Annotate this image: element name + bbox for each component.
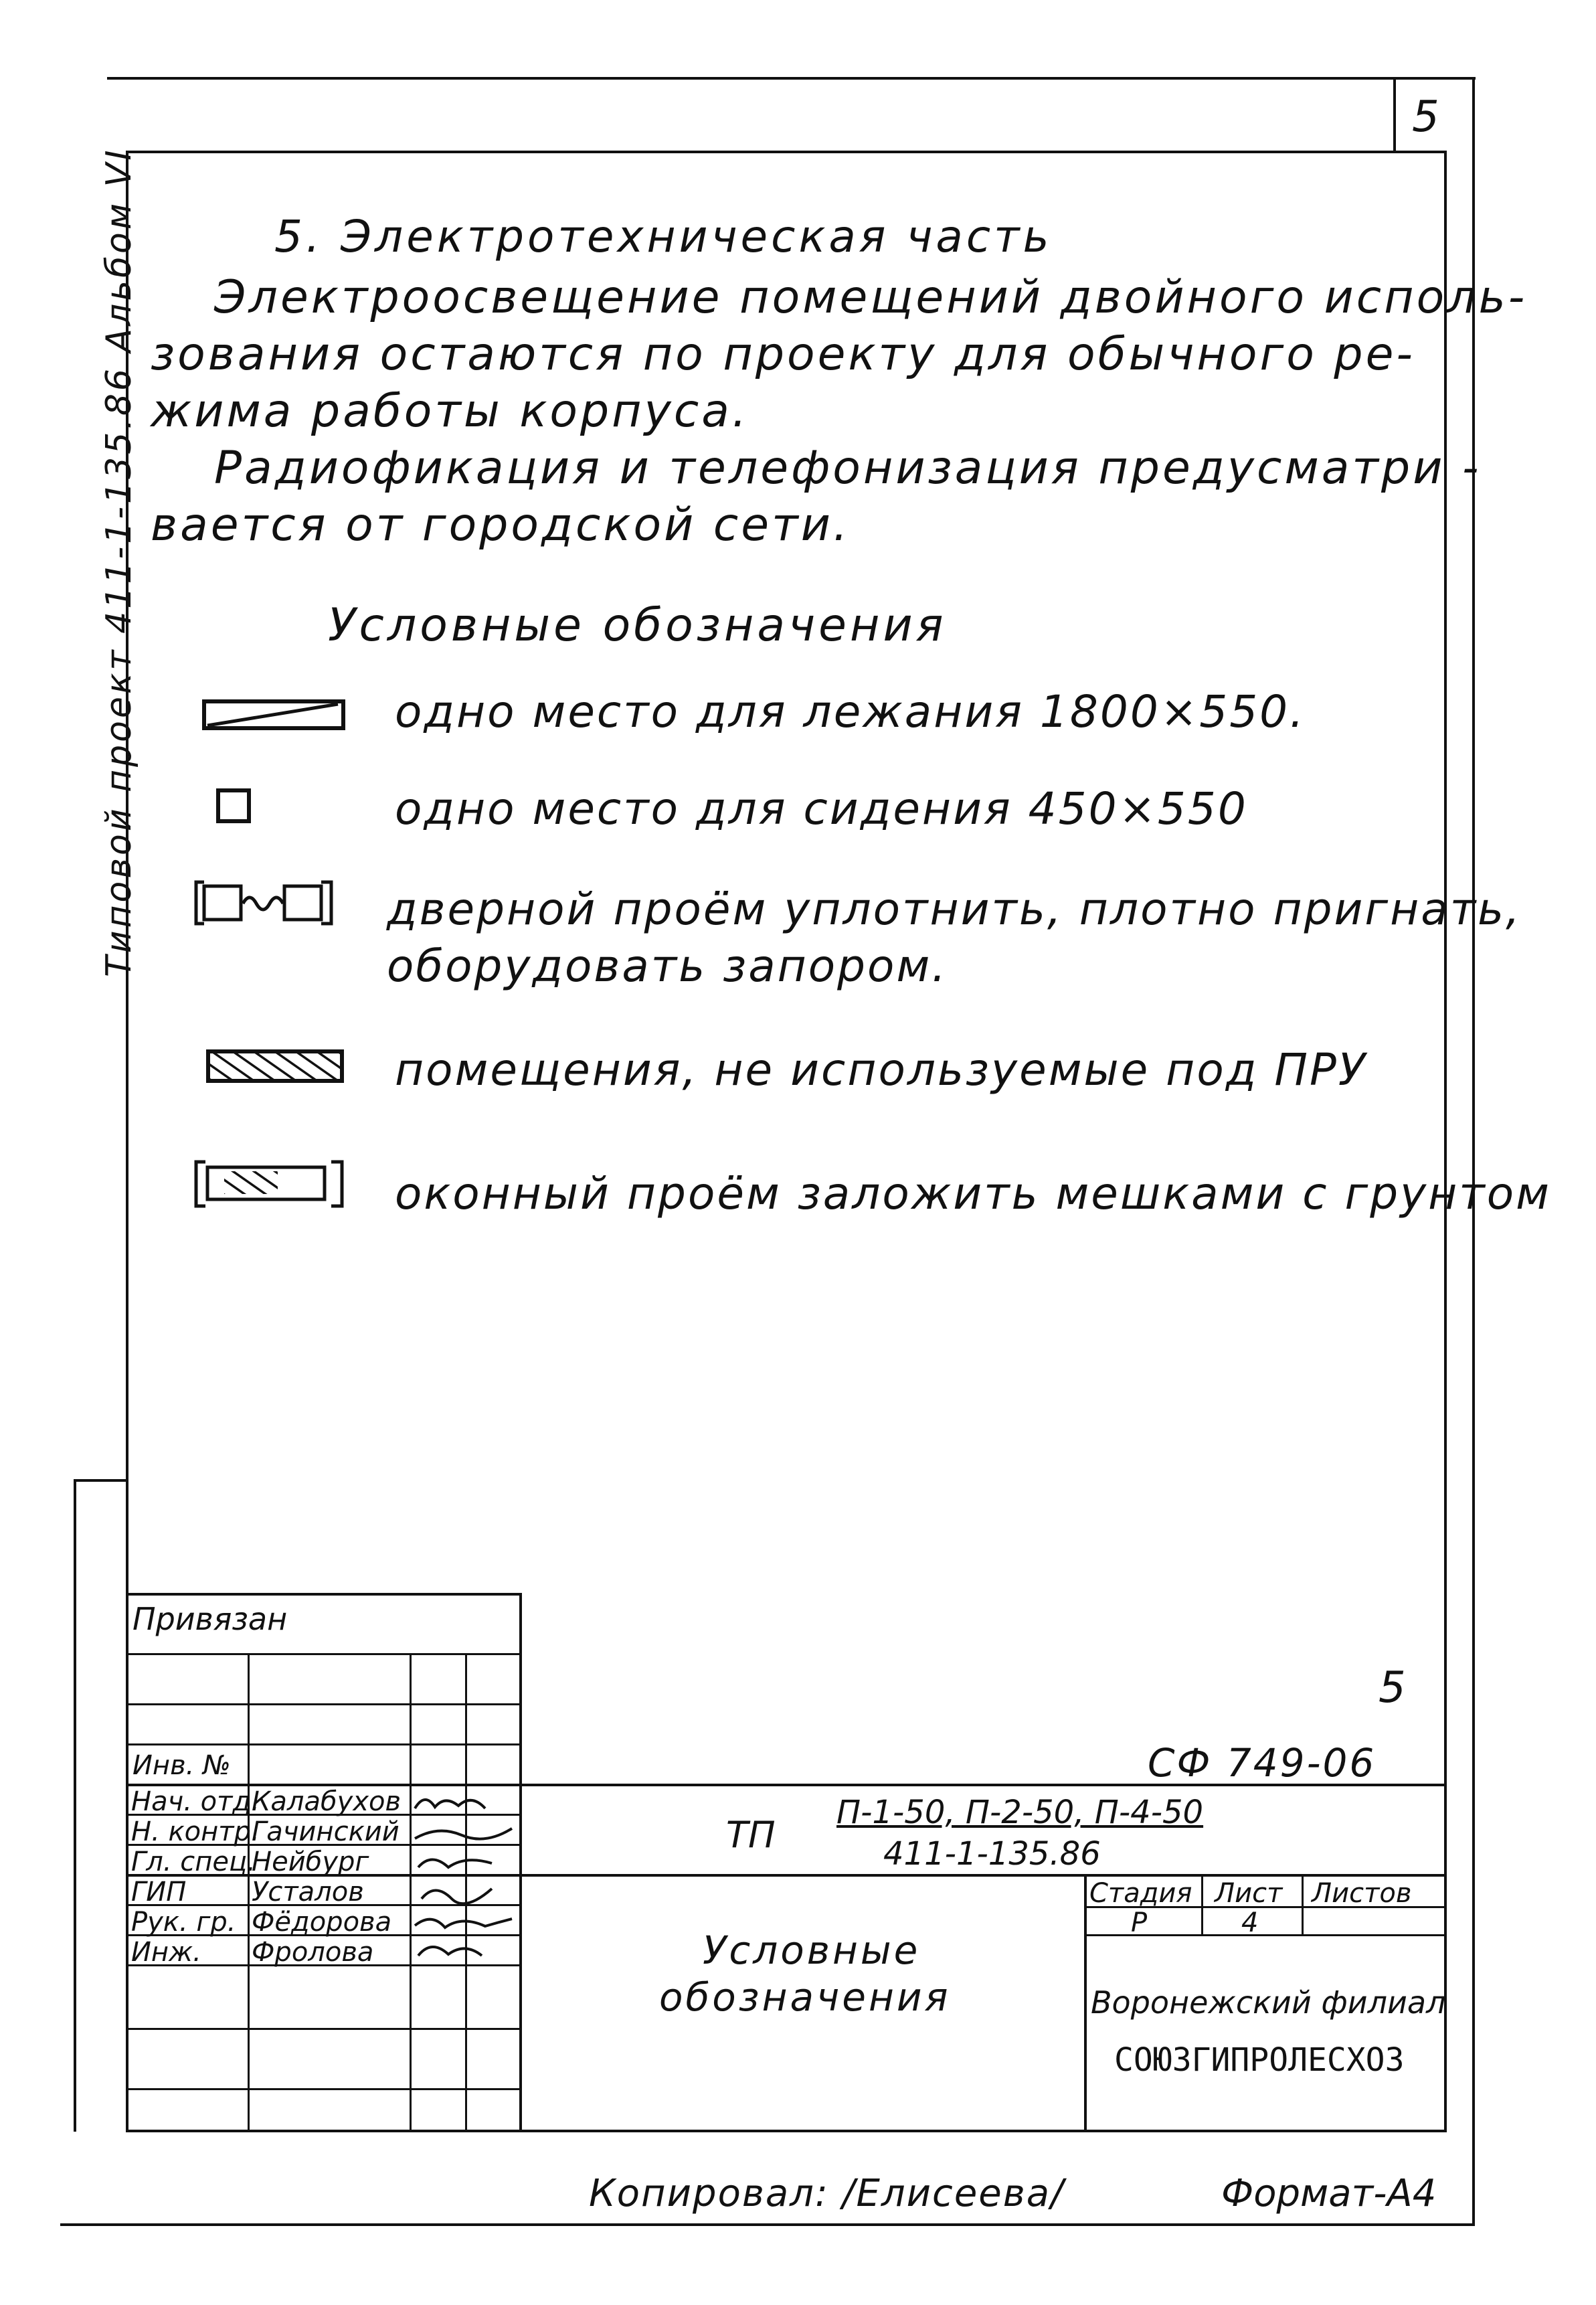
hatched-room-icon: [204, 1047, 351, 1088]
legend-text-window: оконный проём заложить мешками с грунтом: [395, 1168, 1551, 1219]
bed-place-icon: [201, 696, 348, 736]
sig-role-5: Рук. гр.: [131, 1907, 236, 1938]
tb-col-4: [519, 1593, 522, 2132]
tb-stage-label: Стадия: [1089, 1878, 1192, 1909]
sig-role-1: Нач. отд.: [131, 1786, 260, 1817]
pagenum-box-right: [1472, 77, 1475, 2225]
tb-stage-value: Р: [1131, 1907, 1148, 1938]
body-line-5: вается от городской сети.: [151, 499, 851, 551]
tb-row-line-1: [126, 1653, 521, 1655]
tb-sig-line-6: [126, 2028, 521, 2030]
tb-org-line-2: СОЮЗГИПРОЛЕСХОЗ: [1114, 2041, 1405, 2079]
tb-sheet-title-1: Условные: [703, 1928, 921, 1973]
legend-text-door-2: оборудовать запором.: [387, 940, 948, 992]
tb-project-prefix: ТП: [726, 1814, 776, 1856]
footer-copied-by: Копировал: /Елисеева/: [589, 2172, 1065, 2215]
tb-row-line-2: [126, 1703, 521, 1705]
tb-sheets-label: Листов: [1312, 1878, 1412, 1909]
legend-text-door: дверной проём уплотнить, плотно пригнать,: [387, 883, 1522, 935]
tb-linked-label: Привязан: [132, 1601, 288, 1637]
sig-role-3: Гл. спец.: [131, 1847, 256, 1877]
tb-sheet-number: 5: [1379, 1663, 1406, 1713]
tb-col-1: [248, 1653, 250, 2132]
footer-format: Формат-А4: [1221, 2172, 1437, 2215]
tb-sheet-value: 4: [1241, 1907, 1259, 1938]
page-number: 5: [1412, 92, 1439, 142]
legend-title: Условные обозначения: [328, 599, 947, 652]
body-line-4: Радиофикация и телефонизация предусматри -: [214, 442, 1482, 495]
window-opening-icon: [191, 1158, 351, 1211]
tb-inv-label: Инв. №: [132, 1750, 231, 1781]
legend-text-hatched: помещения, не используемые под ПРУ: [395, 1044, 1367, 1096]
sig-role-4: ГИП: [131, 1877, 187, 1907]
sig-name-3: Нейбург: [252, 1847, 369, 1877]
tb-top-line: [126, 1593, 521, 1596]
footer-line: [60, 2223, 1475, 2226]
legend-text-seat: одно место для сидения 450×550: [395, 783, 1248, 835]
pagenum-box-left: [1393, 77, 1396, 151]
tb-project-line-1: П-1-50, П-2-50, П-4-50: [836, 1794, 1204, 1831]
side-strip-top: [74, 1479, 127, 1482]
tb-sheet-title-2: обозначения: [659, 1974, 951, 2020]
inner-top-border: [127, 151, 1445, 153]
body-line-2: зования остаются по проекту для обычного ре-: [151, 328, 1415, 381]
tb-org-line-1: Воронежский филиал: [1091, 1984, 1446, 2021]
sig-name-5: Фёдорова: [252, 1907, 392, 1938]
tb-row-line-3: [126, 1743, 521, 1745]
sig-role-2: Н. контр.: [131, 1816, 260, 1847]
tb-stage-col-1: [1201, 1874, 1203, 1934]
bottom-border: [126, 2130, 1447, 2132]
signatures-scribbles: [412, 1788, 519, 1962]
seat-place-icon: [214, 786, 254, 827]
tb-stage-col-2: [1302, 1874, 1304, 1934]
side-strip-line: [74, 1479, 76, 2132]
tb-project-line-2: 411-1-135.86: [883, 1835, 1101, 1873]
body-line-1: Электроосвещение помещений двойного исполь-: [214, 271, 1528, 324]
sig-name-4: Усталов: [252, 1877, 364, 1907]
tb-doc-code: СФ 749-06: [1148, 1740, 1377, 1786]
sig-name-2: Гачинский: [252, 1816, 400, 1847]
sig-name-6: Фролова: [252, 1937, 374, 1968]
body-line-3: жима работы корпуса.: [151, 385, 749, 438]
tb-stage-left: [1084, 1874, 1087, 2132]
legend-text-bed: одно место для лежания 1800×550.: [395, 686, 1306, 738]
side-project-label: Типовой проект 411-1-135.86 Альбом VI: [99, 147, 139, 977]
tb-sheet-label: Лист: [1215, 1878, 1283, 1909]
door-opening-icon: [191, 877, 345, 930]
sig-role-6: Инж.: [131, 1937, 201, 1968]
tb-sig-line-7: [126, 2088, 521, 2090]
section-heading: 5. Электротехническая часть: [274, 211, 1053, 262]
sig-name-1: Калабухов: [252, 1786, 402, 1817]
top-border: [107, 77, 1476, 80]
